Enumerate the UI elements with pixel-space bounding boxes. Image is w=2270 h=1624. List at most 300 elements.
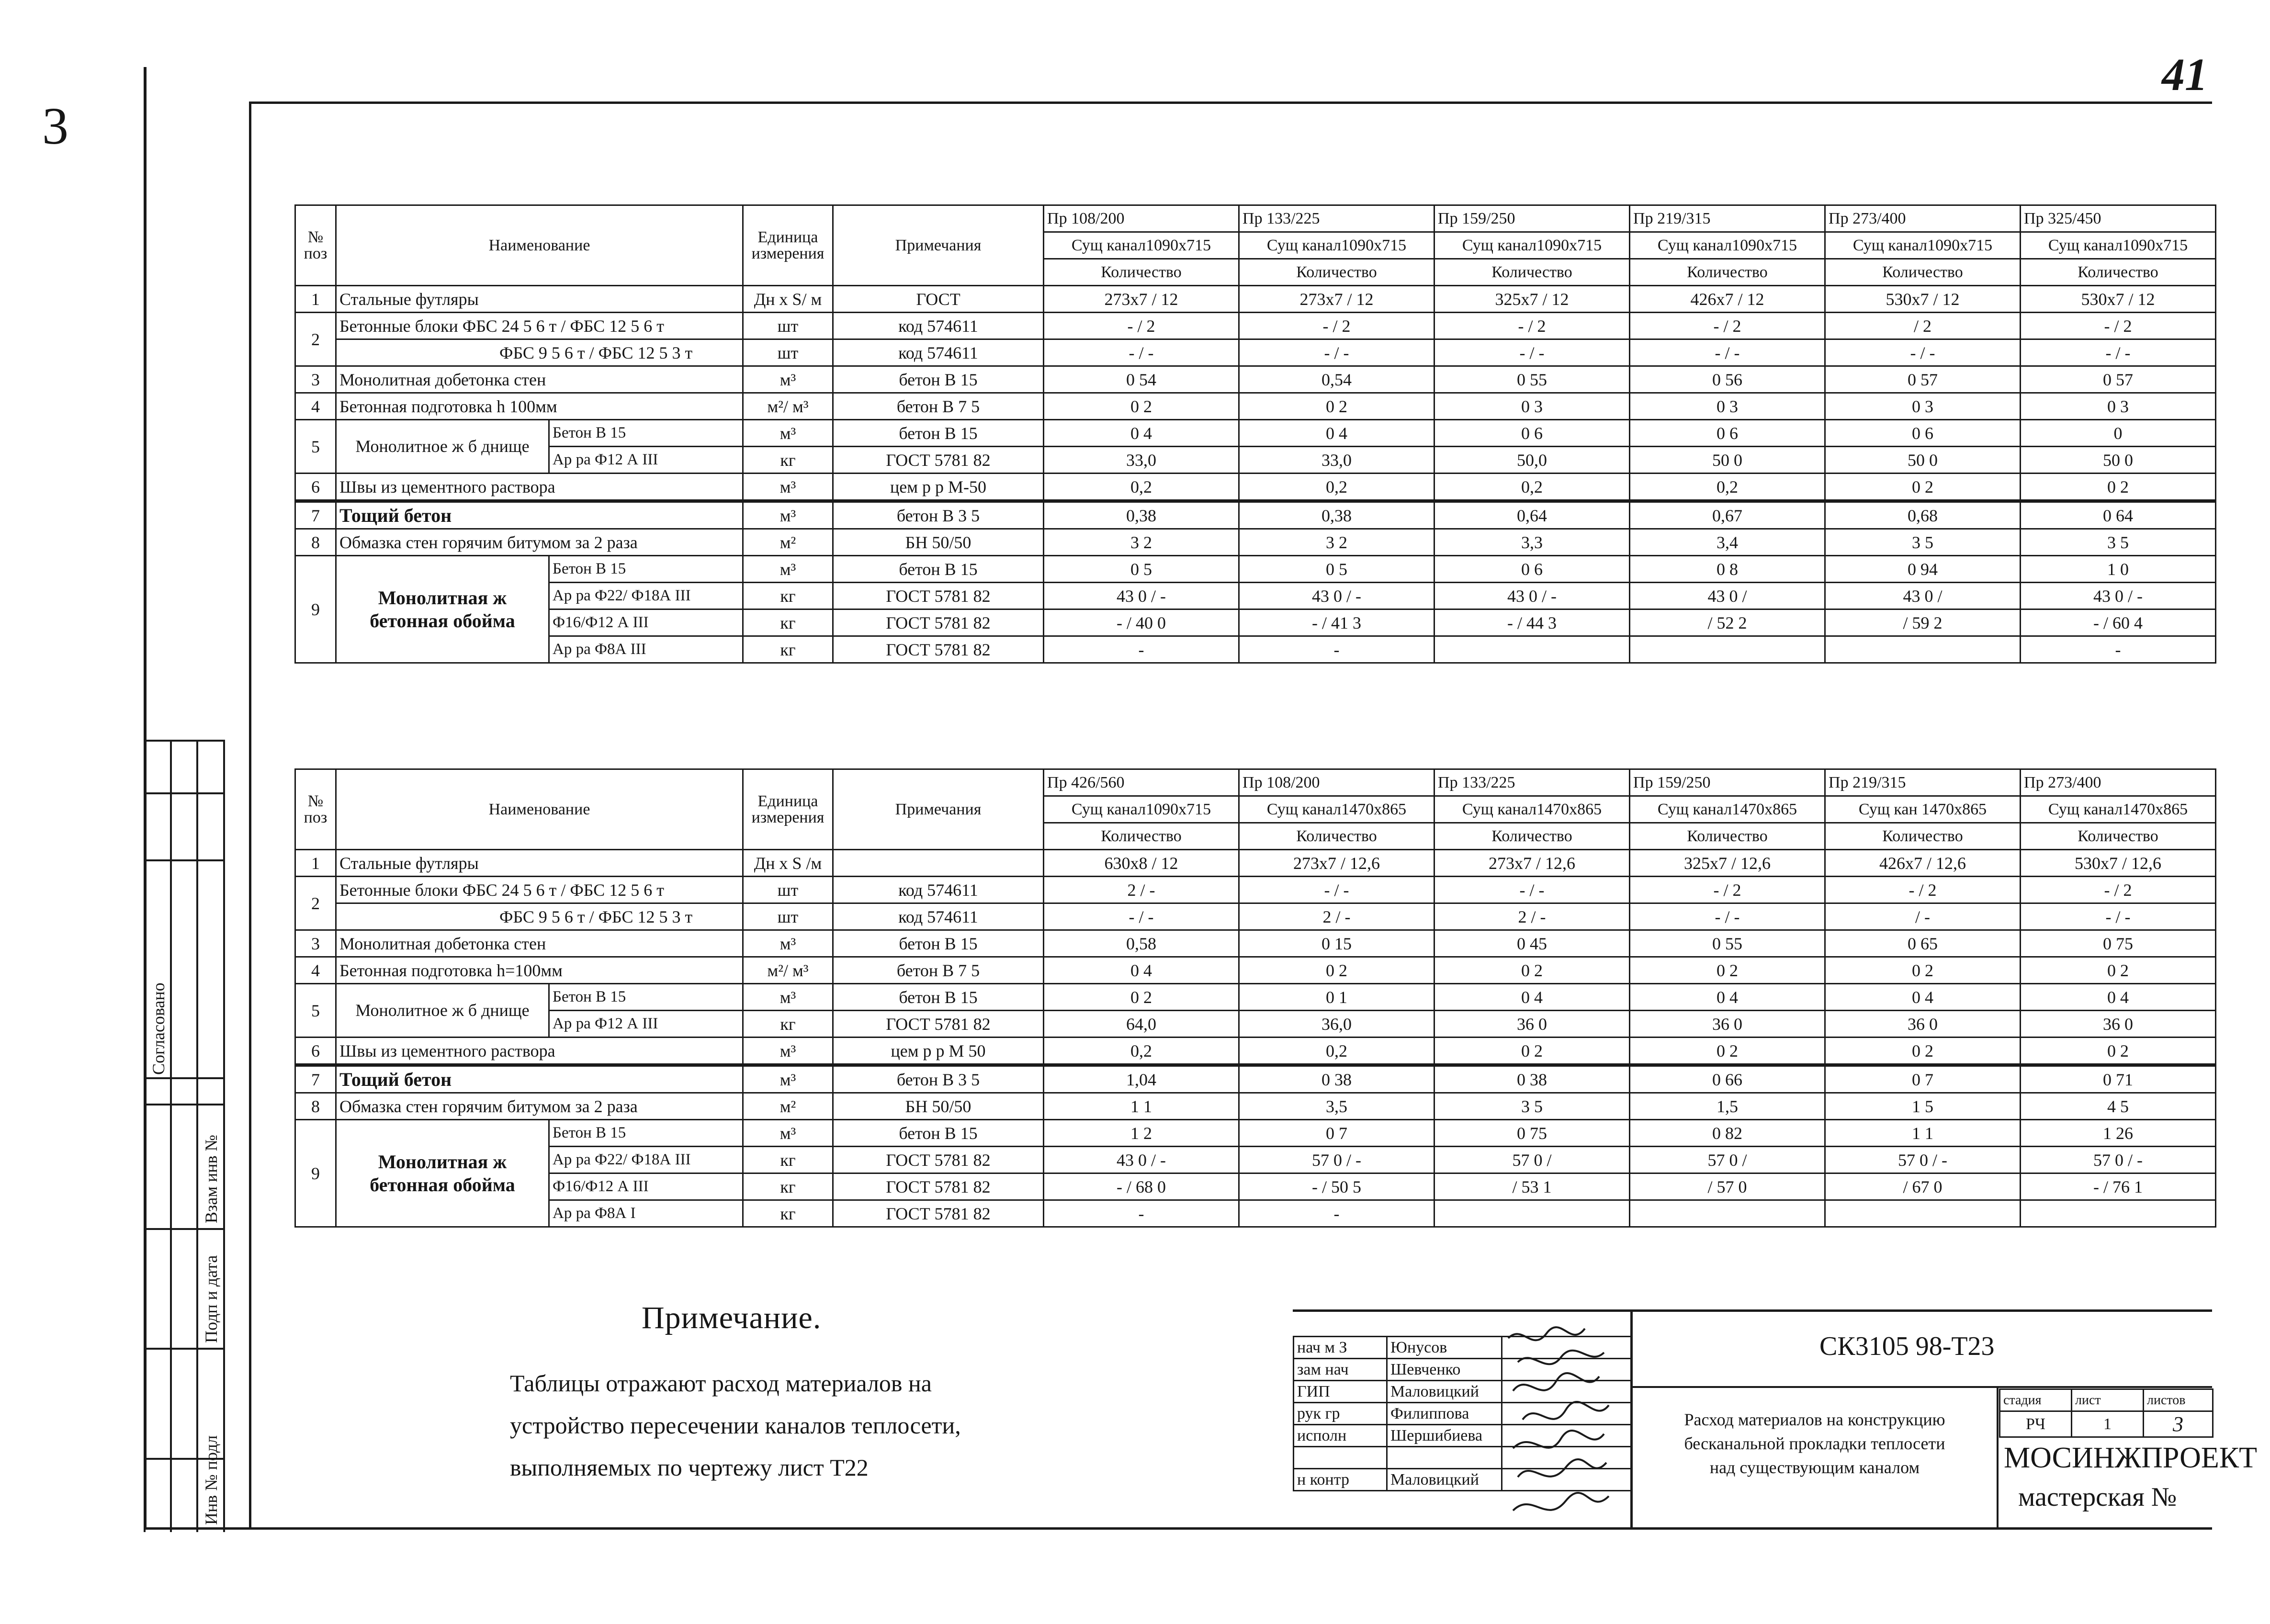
cell-name: Бетонные блоки ФБС 24 5 6 т / ФБС 12 5 6 т	[336, 313, 743, 339]
cell-qty: 0 5	[1044, 556, 1239, 583]
cell-name: Швы из цементного раствора	[336, 1038, 743, 1065]
table-row	[295, 1011, 2216, 1038]
hdr-pr: Пр 133/225	[1239, 205, 1434, 232]
cell-subname: Бетон В 15	[549, 984, 743, 1011]
cell-note: бетон В 7 5	[833, 393, 1044, 420]
stamp-name	[1387, 1447, 1502, 1469]
cell-qty: 0 3	[1630, 393, 1825, 420]
cell-qty	[1434, 1200, 1630, 1227]
cell-subname: Бетон В 15	[549, 556, 743, 583]
cell-qty: 43 0 / -	[1434, 583, 1630, 609]
cell-qty: 630х8 / 12	[1044, 850, 1239, 877]
cell-subname: Ар ра Ф8А I	[549, 1200, 743, 1227]
cell-unit: м³	[743, 1038, 833, 1065]
cell-qty: - / 60 4	[2021, 609, 2216, 636]
table-row	[295, 286, 2216, 313]
cell-qty: 57 0 /	[1434, 1147, 1630, 1173]
cell-qty	[1825, 1200, 2021, 1227]
cell-qty: 57 0 / -	[2021, 1147, 2216, 1173]
note-line: устройство пересечении каналов теплосети,	[510, 1412, 961, 1439]
cell-qty: 36 0	[2021, 1011, 2216, 1038]
hdr-pr: Пр 325/450	[2021, 205, 2216, 232]
cell-qty: 0 56	[1630, 366, 1825, 393]
cell-qty: - / 2	[1630, 877, 1825, 903]
cell-qty: 0 5	[1239, 556, 1434, 583]
stamp-divider	[1630, 1309, 1633, 1530]
table-row	[295, 903, 2216, 930]
cell-qty: 0 2	[1825, 957, 2021, 984]
materials-table-1	[294, 204, 2216, 664]
cell-unit: кг	[743, 583, 833, 609]
hdr-qty: Количество	[1434, 823, 1630, 850]
cell-note: код 574611	[833, 903, 1044, 930]
title-line: Расход материалов на конструкцию	[1684, 1410, 1945, 1429]
cell-qty: 0,58	[1044, 930, 1239, 957]
cell-qty: - / -	[2021, 339, 2216, 366]
cell-qty: 50 0	[1825, 447, 2021, 474]
cell-qty: 0 6	[1825, 420, 2021, 447]
cell-qty: - / -	[1044, 339, 1239, 366]
cell-qty: 43 0 /	[1630, 583, 1825, 609]
cell-qty: 3,3	[1434, 529, 1630, 556]
cell-qty: - / -	[1044, 903, 1239, 930]
cell-qty: 0 1	[1239, 984, 1434, 1011]
cell-name: Обмазка стен горячим битумом за 2 раза	[336, 529, 743, 556]
stamp-name: Шевченко	[1387, 1359, 1502, 1381]
cell-qty: 1 5	[1825, 1093, 2021, 1120]
cell-qty: 0 4	[1825, 984, 2021, 1011]
cell-qty: 0 3	[2021, 393, 2216, 420]
cell-qty: 0 55	[1434, 366, 1630, 393]
note-line: выполняемых по чертежу лист Т22	[510, 1454, 869, 1481]
cell-qty	[2021, 1200, 2216, 1227]
cell-qty: 0 2	[2021, 1038, 2216, 1065]
cell-qty: 0,38	[1239, 501, 1434, 529]
table-row	[295, 474, 2216, 501]
cell-qty: 4 5	[2021, 1093, 2216, 1120]
stamp-role: рук гр	[1294, 1403, 1387, 1425]
cell-pos: 4	[295, 957, 336, 984]
cell-qty: 0 4	[1434, 984, 1630, 1011]
cell-qty: - / 76 1	[2021, 1173, 2216, 1200]
cell-pos: 3	[295, 366, 336, 393]
table-row	[295, 1093, 2216, 1120]
cell-qty: 0 8	[1630, 556, 1825, 583]
table-row	[295, 1065, 2216, 1093]
cell-note: код 574611	[833, 339, 1044, 366]
cell-qty: 0 57	[1825, 366, 2021, 393]
cell-subname: Ар ра Ф8А III	[549, 636, 743, 663]
cell-pos: 8	[295, 1093, 336, 1120]
cell-qty: -	[2021, 636, 2216, 663]
cell-qty: 0,68	[1825, 501, 2021, 529]
cell-note: цем р р М-50	[833, 474, 1044, 501]
cell-unit: кг	[743, 1011, 833, 1038]
hdr-qty: Количество	[1630, 259, 1825, 286]
cell-qty: - / 2	[1825, 877, 2021, 903]
cell-unit: шт	[743, 903, 833, 930]
cell-pos: 7	[295, 501, 336, 529]
cell-qty: 0 3	[1434, 393, 1630, 420]
cell-qty	[1630, 1200, 1825, 1227]
stamp-name: Юнусов	[1387, 1337, 1502, 1359]
table-row	[295, 393, 2216, 420]
cell-qty: 0 2	[2021, 474, 2216, 501]
cell-note: бетон В 15	[833, 420, 1044, 447]
cell-pos: 7	[295, 1065, 336, 1093]
cell-qty: 0 2	[1630, 1038, 1825, 1065]
cell-subname: Ф16/Ф12 А III	[549, 1173, 743, 1200]
title-line: бесканальной прокладки теплосети	[1684, 1434, 1945, 1453]
hdr-pr: Пр 108/200	[1044, 205, 1239, 232]
cell-name: Бетонные блоки ФБС 24 5 6 т / ФБС 12 5 6 т	[336, 877, 743, 903]
cell-qty: 36,0	[1239, 1011, 1434, 1038]
workshop: мастерская №	[2018, 1482, 2177, 1512]
hdr-channel: Сущ канал1090х715	[1044, 796, 1239, 823]
cell-subname: Бетон В 15	[549, 1120, 743, 1147]
stamp-stage-block	[1999, 1388, 2214, 1438]
cell-qty: 0 75	[2021, 930, 2216, 957]
signature-scribbles	[1503, 1324, 1614, 1525]
cell-qty: 43 0 / -	[1044, 583, 1239, 609]
cell-qty: - / -	[1630, 903, 1825, 930]
cell-note: ГОСТ 5781 82	[833, 583, 1044, 609]
cell-qty: 64,0	[1044, 1011, 1239, 1038]
cell-unit: м²/ м³	[743, 393, 833, 420]
table-row	[295, 636, 2216, 663]
cell-note: ГОСТ 5781 82	[833, 447, 1044, 474]
hdr-pr: Пр 108/200	[1239, 769, 1434, 796]
cell-name: Стальные футляры	[336, 850, 743, 877]
cell-name: Стальные футляры	[336, 286, 743, 313]
sheet-label: лист	[2072, 1389, 2144, 1411]
hdr-pr: Пр 133/225	[1434, 769, 1630, 796]
cell-name: Бетонная подготовка h 100мм	[336, 393, 743, 420]
cell-qty: 0 66	[1630, 1065, 1825, 1093]
cell-note: бетон В 15	[833, 556, 1044, 583]
cell-qty: / 53 1	[1434, 1173, 1630, 1200]
cell-qty: 0,64	[1434, 501, 1630, 529]
cell-qty: 0 6	[1434, 420, 1630, 447]
hdr-qty: Количество	[1044, 259, 1239, 286]
cell-pos: 9	[295, 1120, 336, 1227]
sheet-value: 1	[2072, 1411, 2144, 1437]
cell-qty: - / 2	[2021, 313, 2216, 339]
cell-unit: шт	[743, 313, 833, 339]
cell-qty: 0 94	[1825, 556, 2021, 583]
cell-name: Обмазка стен горячим битумом за 2 раза	[336, 1093, 743, 1120]
cell-note: ГОСТ 5781 82	[833, 1147, 1044, 1173]
cell-qty: 273х7 / 12	[1239, 286, 1434, 313]
cell-qty: - / -	[1239, 877, 1434, 903]
cell-qty: 0 2	[1434, 957, 1630, 984]
cell-qty: 0 4	[2021, 984, 2216, 1011]
stamp-name: Филиппова	[1387, 1403, 1502, 1425]
cell-qty: 0	[2021, 420, 2216, 447]
cell-unit: Дн х S /м	[743, 850, 833, 877]
cell-unit: кг	[743, 1147, 833, 1173]
hdr-pos: № поз	[295, 769, 336, 850]
cell-qty: - / 50 5	[1239, 1173, 1434, 1200]
cell-qty: - / 40 0	[1044, 609, 1239, 636]
page-number: 41	[2162, 49, 2208, 100]
cell-qty: 33,0	[1239, 447, 1434, 474]
cell-note: БН 50/50	[833, 529, 1044, 556]
stage-label: стадия	[2000, 1389, 2072, 1411]
stamp-role: н контр	[1294, 1469, 1387, 1491]
cell-qty: 0 4	[1630, 984, 1825, 1011]
cell-qty: 43 0 /	[1825, 583, 2021, 609]
cell-qty: 0 2	[1825, 474, 2021, 501]
note-title: Примечание.	[642, 1300, 822, 1335]
cell-subname: Ар ра Ф12 А III	[549, 1011, 743, 1038]
table-row	[295, 850, 2216, 877]
hdr-pr: Пр 273/400	[1825, 205, 2021, 232]
cell-qty: 0 82	[1630, 1120, 1825, 1147]
cell-qty: 0 3	[1825, 393, 2021, 420]
cell-unit: кг	[743, 636, 833, 663]
cell-qty: 1 1	[1825, 1120, 2021, 1147]
cell-note: бетон В 7 5	[833, 957, 1044, 984]
frame-top	[249, 102, 2212, 104]
cell-note: бетон В 15	[833, 930, 1044, 957]
cell-qty: 426х7 / 12	[1630, 286, 1825, 313]
cell-unit: м³	[743, 556, 833, 583]
cell-qty: 0 57	[2021, 366, 2216, 393]
organization: МОСИНЖПРОЕКТ	[2004, 1442, 2257, 1474]
cell-note: ГОСТ 5781 82	[833, 636, 1044, 663]
cell-note: ГОСТ	[833, 286, 1044, 313]
stamp-name: Маловицкий	[1387, 1469, 1502, 1491]
cell-pos: 6	[295, 1038, 336, 1065]
table-row	[295, 529, 2216, 556]
cell-qty: / 59 2	[1825, 609, 2021, 636]
table-row	[295, 1173, 2216, 1200]
cell-note: бетон В 15	[833, 1120, 1044, 1147]
hdr-unit: Единица измерения	[743, 205, 833, 286]
cell-unit: м³	[743, 420, 833, 447]
hdr-pr: Пр 219/315	[1825, 769, 2021, 796]
hdr-pr: Пр 219/315	[1630, 205, 1825, 232]
table-row	[295, 1120, 2216, 1147]
stamp-role	[1294, 1447, 1387, 1469]
hdr-qty: Количество	[1044, 823, 1239, 850]
stamp-role: исполн	[1294, 1425, 1387, 1447]
cell-qty: - / 2	[1239, 313, 1434, 339]
cell-qty: - / -	[1825, 339, 2021, 366]
frame-left	[249, 102, 251, 1528]
cell-subname: Ф16/Ф12 А III	[549, 609, 743, 636]
cell-qty: 530х7 / 12	[2021, 286, 2216, 313]
corner-mark: 3	[42, 97, 68, 155]
cell-qty: 0 2	[1239, 957, 1434, 984]
stamp-role: ГИП	[1294, 1381, 1387, 1403]
cell-unit: Дн х S/ м	[743, 286, 833, 313]
cell-subname: Ар ра Ф22/ Ф18А III	[549, 583, 743, 609]
cell-name: Швы из цементного раствора	[336, 474, 743, 501]
cell-qty: 0 71	[2021, 1065, 2216, 1093]
hdr-qty: Количество	[1825, 259, 2021, 286]
cell-note: код 574611	[833, 877, 1044, 903]
frame-bottom	[144, 1527, 2212, 1530]
cell-qty: 1 2	[1044, 1120, 1239, 1147]
cell-qty: / 57 0	[1630, 1173, 1825, 1200]
cell-pos: 2	[295, 877, 336, 930]
table-row	[295, 447, 2216, 474]
hdr-channel: Сущ канал1470х865	[1434, 796, 1630, 823]
cell-qty: 0 2	[1434, 1038, 1630, 1065]
cell-note: БН 50/50	[833, 1093, 1044, 1120]
side-inv-orig: Инв № подл	[202, 1435, 221, 1525]
materials-table-2	[294, 768, 2216, 1228]
hdr-qty: Количество	[1434, 259, 1630, 286]
cell-qty: 36 0	[1630, 1011, 1825, 1038]
cell-qty: 426х7 / 12,6	[1825, 850, 2021, 877]
cell-qty: 3 5	[1434, 1093, 1630, 1120]
cell-name: Монолитное ж б днище	[336, 420, 549, 474]
cell-qty: 0 7	[1239, 1120, 1434, 1147]
cell-qty: 0,38	[1044, 501, 1239, 529]
cell-note: бетон В 3 5	[833, 1065, 1044, 1093]
hdr-pr: Пр 159/250	[1630, 769, 1825, 796]
cell-qty: - / -	[2021, 903, 2216, 930]
table-row	[295, 1038, 2216, 1065]
cell-unit: шт	[743, 877, 833, 903]
side-strip	[144, 740, 225, 1532]
cell-qty: 0 15	[1239, 930, 1434, 957]
cell-qty: -	[1044, 1200, 1239, 1227]
cell-pos: 1	[295, 286, 336, 313]
cell-pos: 6	[295, 474, 336, 501]
cell-name: Монолитная добетонка стен	[336, 366, 743, 393]
cell-qty: 273х7 / 12,6	[1434, 850, 1630, 877]
cell-qty: 0 6	[1630, 420, 1825, 447]
hdr-channel: Сущ канал1090х715	[1239, 232, 1434, 259]
cell-qty: - / 41 3	[1239, 609, 1434, 636]
hdr-qty: Количество	[1239, 823, 1434, 850]
cell-qty: - / -	[1434, 877, 1630, 903]
cell-qty: 43 0 / -	[1044, 1147, 1239, 1173]
cell-qty: 0,2	[1434, 474, 1630, 501]
cell-qty: -	[1239, 636, 1434, 663]
hdr-name: Наименование	[336, 205, 743, 286]
cell-qty: 0 2	[2021, 957, 2216, 984]
cell-qty: 3 5	[1825, 529, 2021, 556]
cell-qty: 2 / -	[1434, 903, 1630, 930]
cell-unit: кг	[743, 1200, 833, 1227]
cell-subname: Ар ра Ф12 А III	[549, 447, 743, 474]
cell-unit: кг	[743, 609, 833, 636]
cell-note: бетон В 15	[833, 984, 1044, 1011]
table-row	[295, 501, 2216, 529]
cell-qty: 57 0 /	[1630, 1147, 1825, 1173]
cell-qty: 36 0	[1825, 1011, 2021, 1038]
cell-unit: м³	[743, 474, 833, 501]
cell-pos: 9	[295, 556, 336, 663]
cell-qty: - / 68 0	[1044, 1173, 1239, 1200]
cell-unit: шт	[743, 339, 833, 366]
cell-subname: Ар ра Ф22/ Ф18А III	[549, 1147, 743, 1173]
hdr-pr: Пр 159/250	[1434, 205, 1630, 232]
hdr-qty: Количество	[2021, 259, 2216, 286]
hdr-qty: Количество	[2021, 823, 2216, 850]
cell-qty	[1434, 636, 1630, 663]
hdr-channel: Сущ канал1090х715	[1825, 232, 2021, 259]
hdr-unit: Единица измерения	[743, 769, 833, 850]
cell-qty: 43 0 / -	[1239, 583, 1434, 609]
cell-qty: 3 2	[1239, 529, 1434, 556]
cell-qty: 36 0	[1434, 1011, 1630, 1038]
cell-qty: 1,5	[1630, 1093, 1825, 1120]
hdr-notes: Примечания	[833, 769, 1044, 850]
cell-qty: 0,67	[1630, 501, 1825, 529]
hdr-channel: Сущ канал1470х865	[1239, 796, 1434, 823]
cell-qty: - / 2	[1044, 313, 1239, 339]
cell-name: ФБС 9 5 6 т / ФБС 12 5 3 т	[336, 339, 743, 366]
cell-qty: 50 0	[1630, 447, 1825, 474]
cell-unit: м²	[743, 1093, 833, 1120]
stamp-top	[1293, 1309, 2212, 1312]
hdr-channel: Сущ канал1090х715	[2021, 232, 2216, 259]
side-agreed: Согласовано	[149, 982, 168, 1075]
cell-qty: 0 4	[1239, 420, 1434, 447]
cell-qty: 0,2	[1239, 1038, 1434, 1065]
cell-qty: 0 45	[1434, 930, 1630, 957]
cell-qty: 57 0 / -	[1825, 1147, 2021, 1173]
cell-qty: 0 38	[1434, 1065, 1630, 1093]
cell-name: Монолитная ж бетонная обойма	[336, 1120, 549, 1227]
cell-pos: 5	[295, 984, 336, 1038]
cell-note: бетон В 15	[833, 366, 1044, 393]
cell-unit: м³	[743, 930, 833, 957]
cell-name: Монолитная добетонка стен	[336, 930, 743, 957]
cell-qty: 0 2	[1044, 984, 1239, 1011]
cell-qty: 0 64	[2021, 501, 2216, 529]
cell-qty: 0 75	[1434, 1120, 1630, 1147]
cell-qty: 2 / -	[1239, 903, 1434, 930]
table-row	[295, 366, 2216, 393]
table-row	[295, 930, 2216, 957]
cell-qty: 3,4	[1630, 529, 1825, 556]
drawing-code: СК3105 98-Т23	[1819, 1331, 1995, 1361]
table-row	[295, 984, 2216, 1011]
cell-qty: 0 2	[1239, 393, 1434, 420]
cell-qty: 1 26	[2021, 1120, 2216, 1147]
stamp-role: нач м З	[1294, 1337, 1387, 1359]
cell-name: Тощий бетон	[336, 1065, 743, 1093]
table-row	[295, 339, 2216, 366]
stage-value: РЧ	[2000, 1411, 2072, 1437]
cell-qty: - / 2	[2021, 877, 2216, 903]
cell-qty: 3 5	[2021, 529, 2216, 556]
stamp-role: зам нач	[1294, 1359, 1387, 1381]
cell-note: ГОСТ 5781 82	[833, 1200, 1044, 1227]
cell-qty: 1 1	[1044, 1093, 1239, 1120]
table-row	[295, 420, 2216, 447]
cell-qty: 530х7 / 12,6	[2021, 850, 2216, 877]
cell-qty: 0 38	[1239, 1065, 1434, 1093]
cell-pos: 3	[295, 930, 336, 957]
cell-qty: 0,2	[1044, 474, 1239, 501]
note-text	[510, 1362, 961, 1489]
cell-qty: 0 2	[1630, 957, 1825, 984]
hdr-channel: Сущ кан 1470х865	[1825, 796, 2021, 823]
cell-qty: 1,04	[1044, 1065, 1239, 1093]
cell-qty: 43 0 / -	[2021, 583, 2216, 609]
side-inv-replace: Взам инв №	[202, 1135, 221, 1223]
hdr-qty: Количество	[1630, 823, 1825, 850]
drawing-title	[1638, 1408, 1992, 1479]
